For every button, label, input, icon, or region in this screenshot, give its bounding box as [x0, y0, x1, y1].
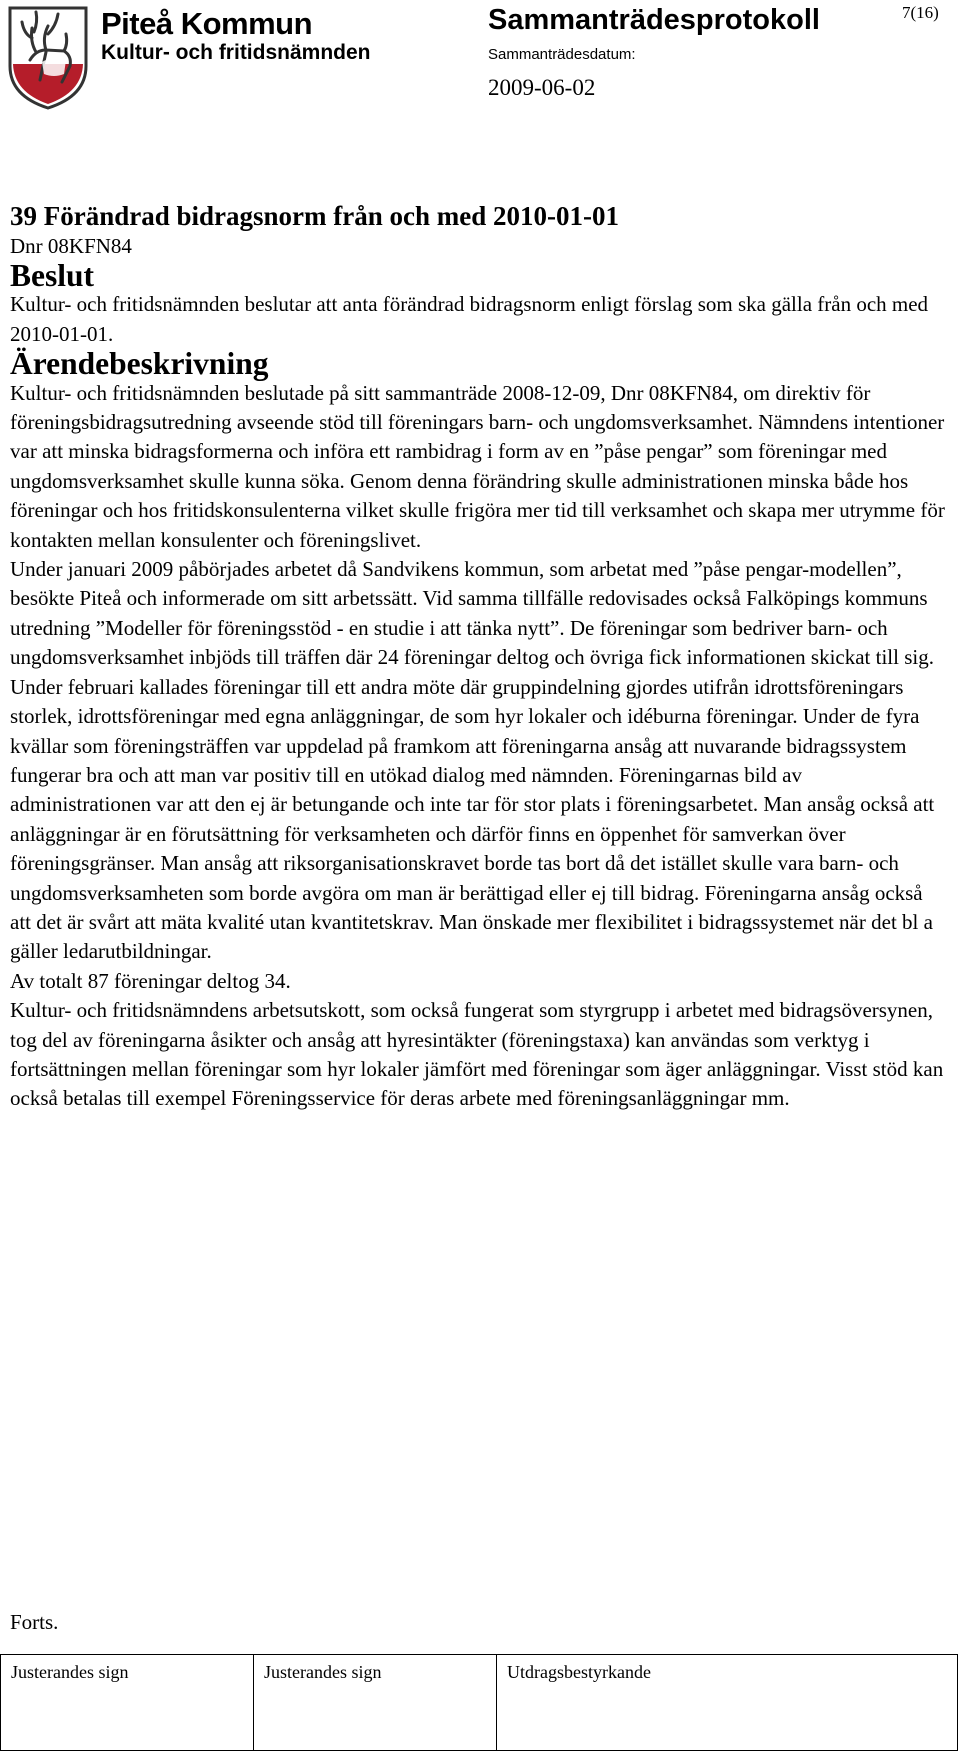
case-paragraph: Under januari 2009 påbörjades arbetet då Sandvikens kommun, som arbetat med ”påse pengar-modellen”, besökte Piteå och informerade om sitt arbetssätt. Vid samma tillfälle redovisades också Falköpings kommuns utredning ”Modeller för föreningsstöd - en studie i att tänka nytt”. De föreningar som bedriver barn- och ungdomsverksamhet inbjöds till träffen där 24 föreningar deltog och övriga fick informationen skickat till sig.	[10, 557, 934, 670]
document-type-title: Sammanträdesprotokoll	[488, 4, 820, 36]
signature-cell-adjuster-2: Justerandes sign	[254, 1655, 497, 1750]
case-paragraph: Under februari kallades föreningar till ett andra möte där gruppindelning gjordes utifrån idrottsföreningars storlek, idrottsföreningar med egna anläggningar, de som hyr lokaler och idéburna föreningar. Under de fyra kvällar som föreningsträffen var uppdelad på framkom att föreningarna ansåg att nuvarande bidragssystem fungerar bra och att man var positiv till en utökad dialog med nämnden. Föreningarnas bild av administrationen var att den ej är betungande och inte tar för stor plats i föreningsarbetet. Man ansåg också att anläggningar är en förutsättning för verksamheten och därför finns en öppenhet för samverkan över föreningsgränser. Man ansåg att riksorganisationskravet borde tas bort då det istället skulle vara barn- och ungdomsverksamheten som borde avgöra om man är berättigad eller ej till bidrag. Föreningarna ansåg också att det är svårt att mäta kvalité utan kvantitetskrav. Man önskade mer flexibilitet i bidragssystemet när det bl a gäller ledarutbildningar.	[10, 674, 935, 964]
page-number: 7(16)	[902, 3, 939, 22]
case-paragraph: Av totalt 87 föreningar deltog 34.	[10, 968, 291, 993]
meeting-date-value: 2009-06-02	[488, 75, 596, 100]
continued-note: Forts.	[10, 1610, 59, 1634]
meeting-date-label: Sammanträdesdatum:	[488, 46, 636, 63]
signature-cell-certification: Utdragsbestyrkande	[507, 1662, 651, 1682]
org-name: Piteå Kommun	[101, 6, 313, 41]
department-name: Kultur- och fritidsnämnden	[101, 41, 371, 64]
decision-text: Kultur- och fritidsnämnden beslutar att anta förändrad bidragsnorm enligt förslag som ska gälla från och med 2010-01-01.	[10, 292, 929, 346]
item-title: 39 Förändrad bidragsnorm från och med 2010-01-01	[10, 201, 619, 231]
case-paragraph: Kultur- och fritidsnämndens arbetsutskott, som också fungerat som styrgrupp i arbetet med bidragsöversynen, tog del av föreningarna åsikter och ansåg att hyresintäkter (föreningstaxa) kan användas som verktyg i fortsättningen mellan föreningar som hyr lokaler jämfört med föreningar som äger anläggningar. Visst stöd kan också betalas till exempel Föreningsservice för deras arbete med föreningsanläggningar mm.	[10, 998, 944, 1111]
page-header	[0, 0, 960, 130]
case-paragraph: Kultur- och fritidsnämnden beslutade på sitt sammanträde 2008-12-09, Dnr 08KFN84, om direktiv för föreningsbidragsutredning avseende stöd till föreningars barn- och ungdomsverksamhet. Nämndens intentioner var att minska bidragsformerna och införa ett rambidrag i form av en ”påse pengar” som föreningar med ungdomsverksamhet skulle kunna söka. Genom denna förändring skulle administrationen minska både hos föreningar och hos fritidskonsulenterna vilket skulle frigöra mer tid till verksamhet och skapa mer utrymme för kontakten mellan konsulenter och föreningslivet.	[10, 380, 945, 552]
signature-table	[0, 1654, 958, 1751]
document-body	[10, 200, 945, 1114]
decision-heading: Beslut	[10, 258, 95, 293]
case-description-heading: Ärendebeskrivning	[10, 346, 269, 382]
pitea-coat-of-arms-logo	[6, 4, 90, 110]
signature-cell-adjuster-1: Justerandes sign	[1, 1655, 254, 1750]
item-dnr: Dnr 08KFN84	[10, 234, 132, 258]
